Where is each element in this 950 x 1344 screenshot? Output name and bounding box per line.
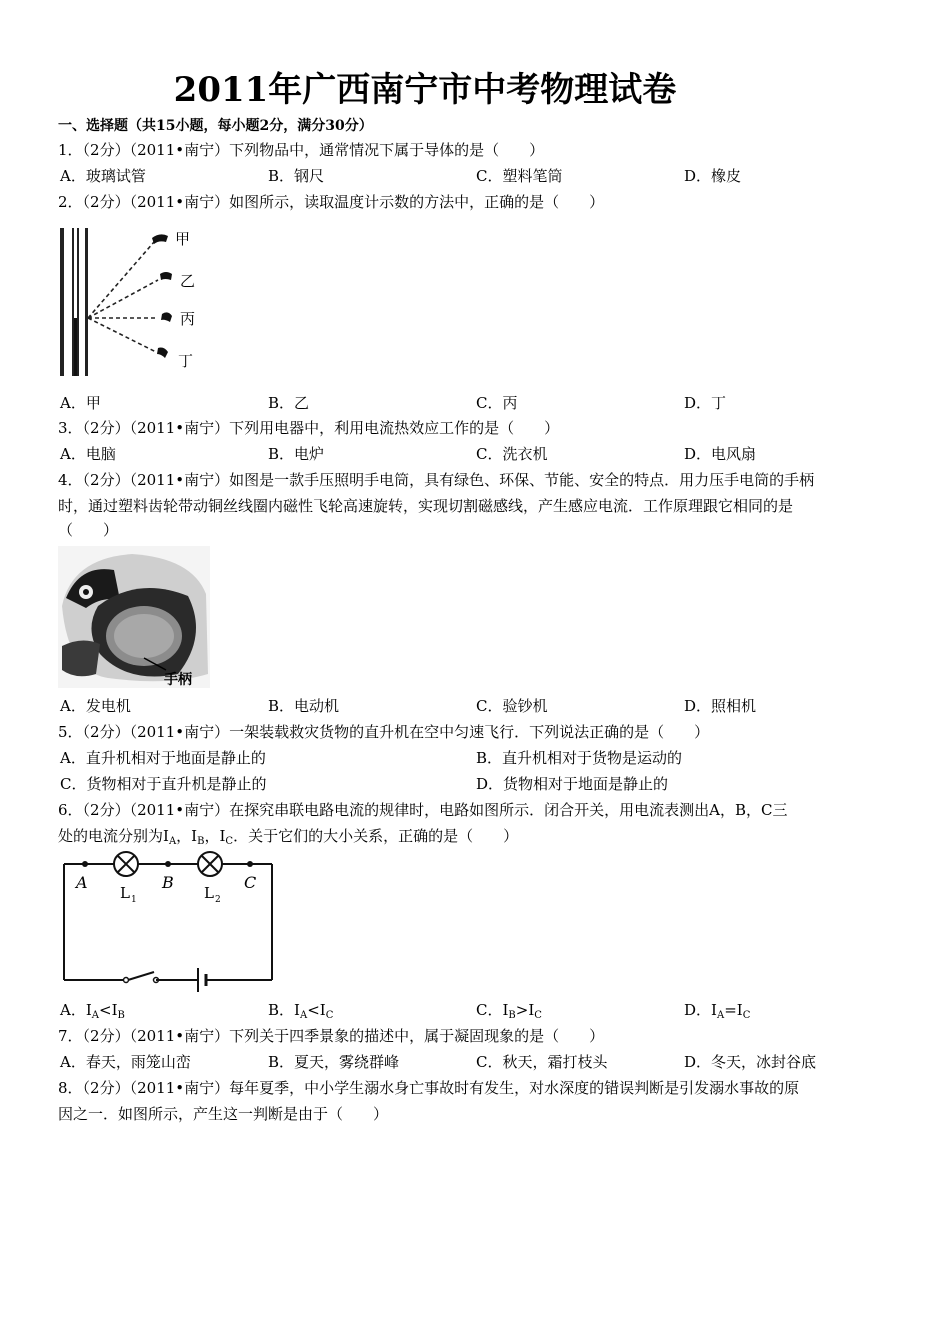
- q2-option-b[interactable]: B．乙: [268, 394, 310, 412]
- q3-option-a[interactable]: A．电脑: [60, 445, 116, 463]
- q1-option-b[interactable]: B．钢尺: [268, 167, 325, 185]
- q4-option-b[interactable]: B．电动机: [268, 697, 340, 715]
- q4-option-a[interactable]: A．发电机: [60, 697, 131, 715]
- q5-option-a[interactable]: A．直升机相对于地面是静止的: [60, 749, 266, 767]
- question-1-stem: 1．（2分）（2011•南宁）下列物品中，通常情况下属于导体的是（ ）: [58, 141, 545, 159]
- question-8-stem-line2: 因之一．如图所示，产生这一判断是由于（ ）: [58, 1105, 389, 1123]
- question-4-stem-line2: 时，通过塑料齿轮带动铜丝线圈内磁性飞轮高速旋转，实现切割磁感线，产生感应电流．工作原理跟它相同的是: [58, 497, 794, 515]
- fig-label-a: A: [76, 873, 88, 892]
- section-heading: 一、选择题（共15小题，每小题2分，满分30分）: [58, 118, 373, 134]
- fig-label-ding: 丁: [178, 352, 194, 370]
- q3-option-d[interactable]: D．电风扇: [684, 445, 757, 463]
- fig-label-l2: L: [204, 884, 214, 902]
- question-6-stem-line1: 6．（2分）（2011•南宁）在探究串联电路电流的规律时，电路如图所示．闭合开关，用电流表测出A，B，C三: [58, 801, 788, 819]
- q4-option-c[interactable]: C．验钞机: [476, 697, 548, 715]
- question-7-stem: 7．（2分）（2011•南宁）下列关于四季景象的描述中，属于凝固现象的是（ ）: [58, 1027, 605, 1045]
- fig-label-l1-sub: 1: [131, 895, 137, 905]
- fig-label-c: C: [244, 873, 257, 892]
- fig-label-bing: 丙: [180, 310, 196, 328]
- q7-option-a[interactable]: A．春天，雨笼山峦: [60, 1053, 191, 1071]
- q5-option-c[interactable]: C．货物相对于直升机是静止的: [60, 775, 267, 793]
- circuit-figure: [58, 848, 280, 996]
- q1-option-d[interactable]: D．橡皮: [684, 167, 742, 185]
- fig-label-yi: 乙: [180, 272, 196, 290]
- fig-label-l1: L: [120, 884, 130, 902]
- q6-option-c[interactable]: C．$I_B>I_C$: [476, 1001, 542, 1021]
- question-2-stem: 2．（2分）（2011•南宁）如图所示，读取温度计示数的方法中，正确的是（ ）: [58, 193, 605, 211]
- q4-option-d[interactable]: D．照相机: [684, 697, 757, 715]
- q3-option-b[interactable]: B．电炉: [268, 445, 325, 463]
- question-5-stem: 5．（2分）（2011•南宁）一架装载救灾货物的直升机在空中匀速飞行．下列说法正确的是（ ）: [58, 723, 710, 741]
- q2-option-d[interactable]: D．丁: [684, 394, 727, 412]
- thermometer-figure: [58, 222, 208, 380]
- fig-label-l2-sub: 2: [215, 895, 221, 905]
- q3-option-c[interactable]: C．洗衣机: [476, 445, 548, 463]
- fig-label-b: B: [162, 873, 174, 892]
- q6-option-a[interactable]: A．$I_A<I_B$: [60, 1001, 125, 1021]
- q6-option-d[interactable]: D．$I_A=I_C$: [684, 1001, 751, 1021]
- question-3-stem: 3．（2分）（2011•南宁）下列用电器中，利用电流热效应工作的是（ ）: [58, 419, 560, 437]
- q6-option-b[interactable]: B．$I_A<I_C$: [268, 1001, 334, 1021]
- q1-option-c[interactable]: C．塑料笔筒: [476, 167, 563, 185]
- question-4-stem-line3: （ ）: [58, 521, 119, 539]
- q7-option-d[interactable]: D．冬天，冰封谷底: [684, 1053, 817, 1071]
- question-8-stem-line1: 8．（2分）（2011•南宁）每年夏季，中小学生溺水身亡事故时有发生，对水深度的错误判断是引发溺水事故的原: [58, 1079, 800, 1097]
- q7-option-c[interactable]: C．秋天，霜打枝头: [476, 1053, 608, 1071]
- q5-option-b[interactable]: B．直升机相对于货物是运动的: [476, 749, 683, 767]
- q2-option-a[interactable]: A．甲: [60, 394, 101, 412]
- fig-label-handle: 手柄: [164, 672, 192, 688]
- flashlight-figure: [58, 546, 210, 688]
- q5-option-d[interactable]: D．货物相对于地面是静止的: [476, 775, 669, 793]
- q2-option-c[interactable]: C．丙: [476, 394, 518, 412]
- question-6-stem-line2: 处的电流分别为$I_A$，$I_B$，$I_C$．关于它们的大小关系，正确的是（ ）: [58, 827, 519, 847]
- page-title: 2011年广西南宁市中考物理试卷: [173, 70, 677, 110]
- q1-option-a[interactable]: A．玻璃试管: [60, 167, 146, 185]
- fig-label-jia: 甲: [175, 230, 191, 248]
- q7-option-b[interactable]: B．夏天，雾绕群峰: [268, 1053, 400, 1071]
- question-4-stem-line1: 4．（2分）（2011•南宁）如图是一款手压照明手电筒，具有绿色、环保、节能、安全的特点．用力压手电筒的手柄: [58, 471, 815, 489]
